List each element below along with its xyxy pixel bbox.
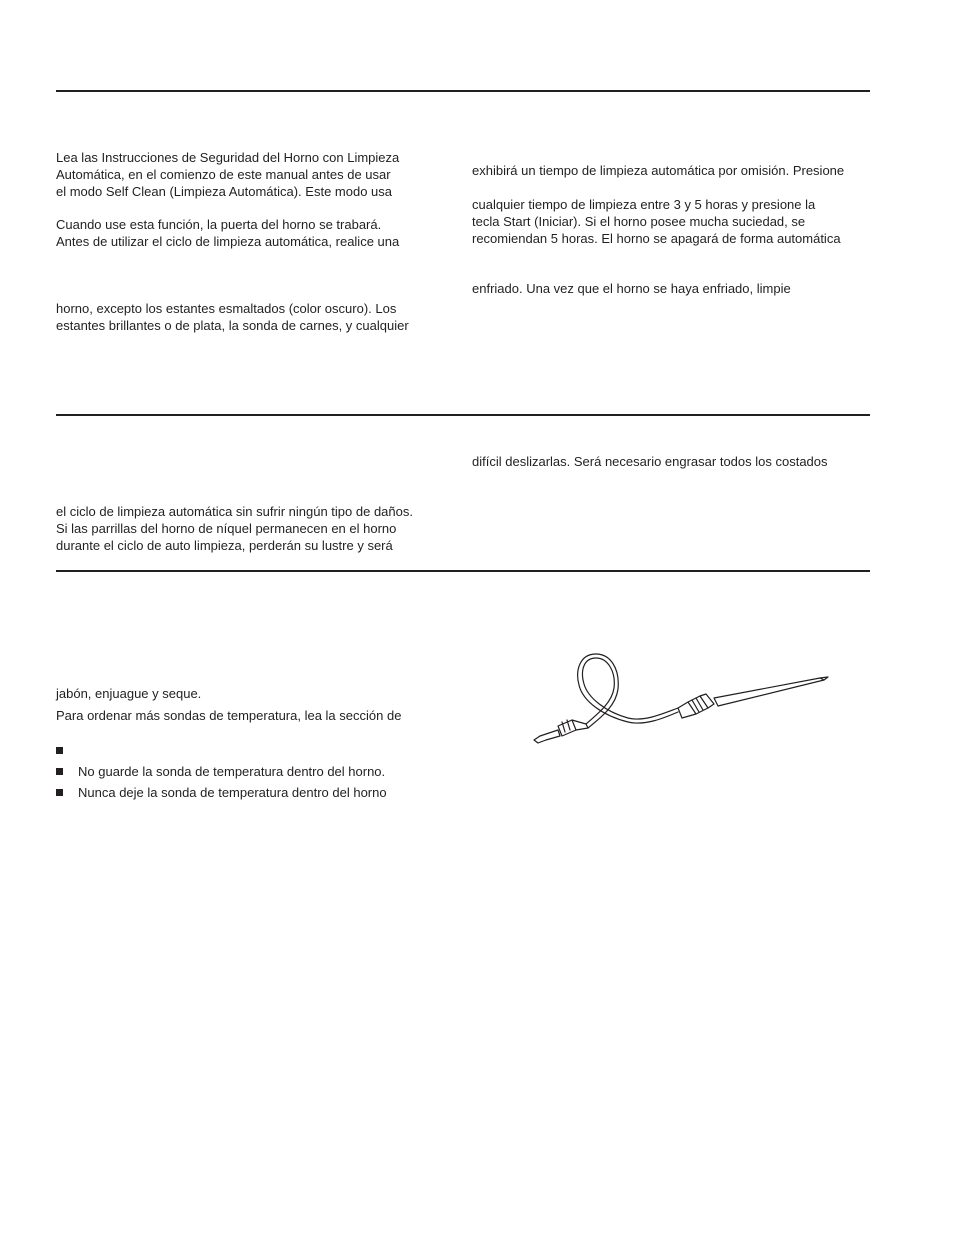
bullet-square-icon — [56, 747, 63, 754]
text-line: jabón, enjuague y seque. — [56, 686, 202, 701]
text-line: recomiendan 5 horas. El horno se apagará de forma automática — [472, 231, 841, 246]
text-line: enfriado. Una vez que el horno se haya enfriado, limpie — [472, 281, 791, 296]
text-line: tecla Start (Iniciar). Si el horno posee mucha suciedad, se — [472, 214, 806, 229]
text-line: el modo Self Clean (Limpieza Automática). Este modo usa — [56, 184, 393, 199]
bullet-square-icon — [56, 768, 63, 775]
section-divider-top — [56, 90, 870, 92]
temperature-probe-icon — [528, 652, 832, 748]
text-line: difícil deslizarlas. Será necesario engrasar todos los costados — [472, 454, 828, 469]
text-line: Si las parrillas del horno de níquel permanecen en el horno — [56, 521, 397, 536]
section-divider-middle — [56, 414, 870, 416]
bullet-square-icon — [56, 789, 63, 796]
text-line: el ciclo de limpieza automática sin sufrir ningún tipo de daños. — [56, 504, 413, 519]
text-line: estantes brillantes o de plata, la sonda de carnes, y cualquier — [56, 318, 409, 333]
list-item: Nunca deje la sonda de temperatura dentro del horno — [78, 785, 387, 800]
text-line: Lea las Instrucciones de Seguridad del Horno con Limpieza — [56, 150, 400, 165]
text-line: horno, excepto los estantes esmaltados (color oscuro). Los — [56, 301, 397, 316]
text-line: Antes de utilizar el ciclo de limpieza automática, realice una — [56, 234, 400, 249]
section-divider-bottom — [56, 570, 870, 572]
list-item: No guarde la sonda de temperatura dentro del horno. — [78, 764, 386, 779]
text-line: durante el ciclo de auto limpieza, perderán su lustre y será — [56, 538, 393, 553]
text-line: cualquier tiempo de limpieza entre 3 y 5 horas y presione la — [472, 197, 816, 212]
text-line: Para ordenar más sondas de temperatura, lea la sección de — [56, 708, 402, 723]
text-line: Cuando use esta función, la puerta del horno se trabará. — [56, 217, 382, 232]
text-line: Automática, en el comienzo de este manual antes de usar — [56, 167, 391, 182]
text-line: exhibirá un tiempo de limpieza automática por omisión. Presione — [472, 163, 845, 178]
